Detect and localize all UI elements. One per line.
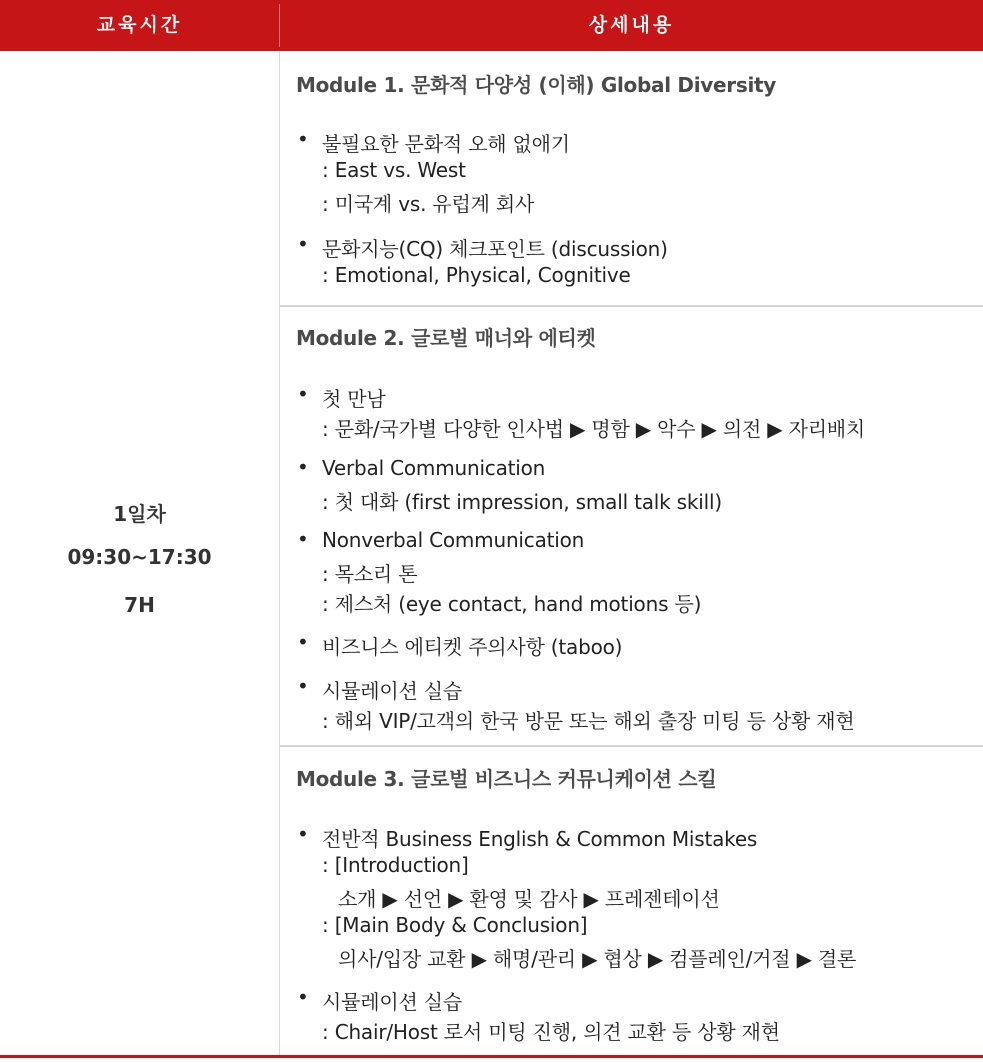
module-2-bullet-1-sub-1: : 문화/국가별 다양한 인사법 ▶ 명함 ▶ 악수 ▶ 의전 ▶ 자리배치 (322, 417, 866, 441)
module-divider (280, 745, 983, 747)
module-1-bullet-2: 문화지능(CQ) 체크포인트 (discussion) (322, 237, 668, 261)
module-3-bullet-1: 전반적 Business English & Common Mistakes (322, 827, 758, 851)
bullet-dot: • (297, 232, 309, 256)
module-2-bullet-5: 시뮬레이션 실습 (322, 679, 462, 703)
time-day: 1일차 (113, 502, 166, 526)
header-education-time: 교육시간 (96, 14, 183, 36)
module-divider (280, 305, 983, 307)
module-3-bullet-1-sub-2: 소개 ▶ 선언 ▶ 환영 및 감사 ▶ 프레젠테이션 (338, 887, 720, 911)
time-duration: 7H (124, 593, 155, 617)
time-hours: 09:30~17:30 (67, 545, 212, 569)
module-1-bullet-2-sub-1: : Emotional, Physical, Cognitive (322, 263, 631, 287)
module-3-bullet-2-sub-1: : Chair/Host 로서 미팅 진행, 의견 교환 등 상황 재현 (322, 1020, 780, 1044)
bullet-dot: • (297, 822, 309, 846)
module-3-bullet-1-sub-1: : [Introduction] (322, 853, 469, 877)
bullet-dot: • (297, 527, 309, 551)
module-2-bullet-2: Verbal Communication (322, 456, 546, 480)
module-2-bullet-1: 첫 만남 (322, 387, 386, 411)
module-2-bullet-3-sub-1: : 목소리 톤 (322, 562, 418, 586)
module-2-bullet-5-sub-1: : 해외 VIP/고객의 한국 방문 또는 해외 출장 미팅 등 상황 재현 (322, 709, 855, 733)
module-1-title: Module 1. 문화적 다양성 (이해) Global Diversity (296, 73, 777, 97)
table-header (0, 0, 983, 51)
bullet-dot: • (297, 455, 309, 479)
column-divider (279, 51, 280, 1055)
module-2-title: Module 2. 글로벌 매너와 에티켓 (296, 326, 596, 350)
module-3-title: Module 3. 글로벌 비즈니스 커뮤니케이션 스킬 (296, 767, 717, 791)
module-3-bullet-2: 시뮬레이션 실습 (322, 990, 462, 1014)
bullet-dot: • (297, 382, 309, 406)
module-2-bullet-3: Nonverbal Communication (322, 528, 585, 552)
module-1-bullet-1-sub-1: : East vs. West (322, 158, 466, 182)
module-1-bullet-1: 불필요한 문화적 오해 없애기 (322, 132, 570, 156)
module-2-bullet-2-sub-1: : 첫 대화 (first impression, small talk skill) (322, 490, 722, 514)
module-3-bullet-1-sub-3: : [Main Body & Conclusion] (322, 913, 588, 937)
module-2-bullet-3-sub-2: : 제스처 (eye contact, hand motions 등) (322, 592, 702, 616)
module-1-bullet-1-sub-2: : 미국계 vs. 유럽계 회사 (322, 192, 535, 216)
module-2-bullet-4: 비즈니스 에티켓 주의사항 (taboo) (322, 635, 623, 659)
bullet-dot: • (297, 674, 309, 698)
module-3-bullet-1-sub-4: 의사/입장 교환 ▶ 해명/관리 ▶ 협상 ▶ 컴플레인/거절 ▶ 결론 (338, 947, 857, 971)
bullet-dot: • (297, 630, 309, 654)
bullet-dot: • (297, 127, 309, 151)
table-bottom-border (0, 1055, 983, 1058)
header-details: 상세내용 (588, 14, 675, 36)
bullet-dot: • (297, 985, 309, 1009)
